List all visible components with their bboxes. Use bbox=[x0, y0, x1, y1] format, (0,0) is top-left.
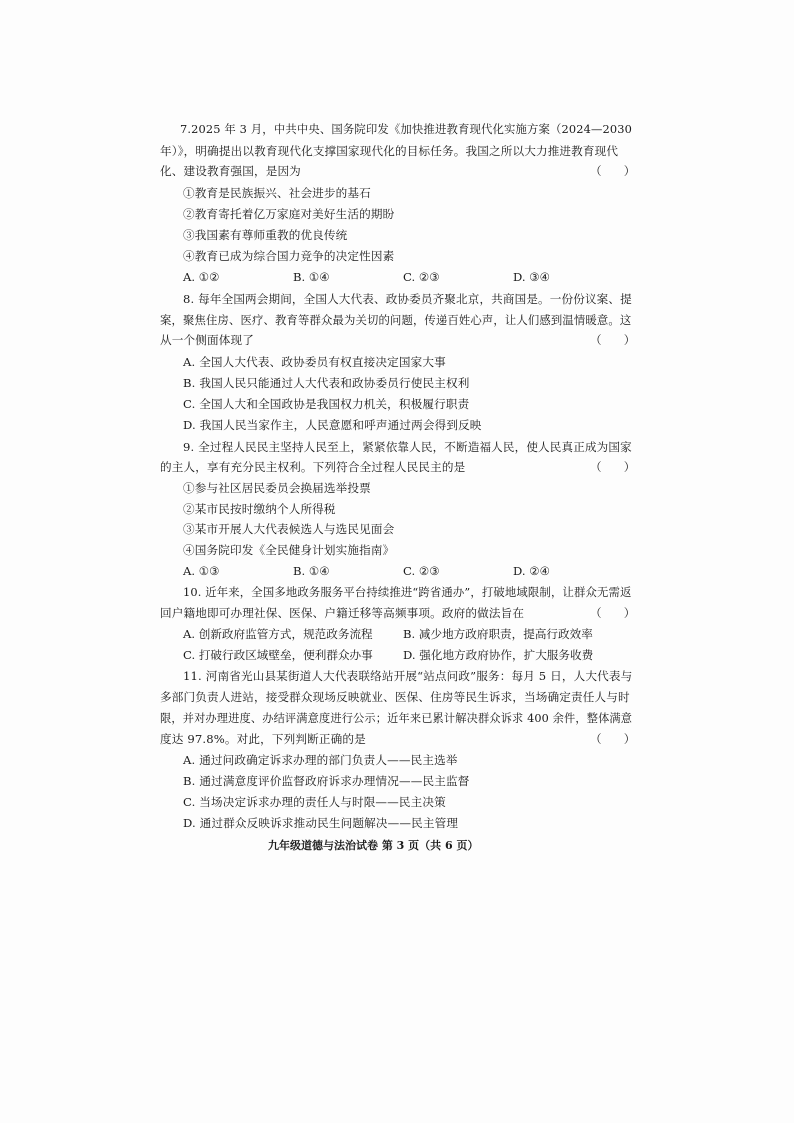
q7-answer-bracket: （ ） bbox=[590, 164, 636, 178]
q9-line-1: 9. 全过程人民民主坚持人民至上，紧紧依靠人民，不断造福人民，使人民真正成为国家 bbox=[183, 440, 632, 454]
q7-option-b: B. ①④ bbox=[293, 270, 330, 284]
q11-option-b: B. 通过满意度评价监督政府诉求办理情况——民主监督 bbox=[183, 774, 470, 788]
q10-line-1: 10. 近年来，全国多地政务服务平台持续推进“跨省通办”，打破地域限制，让群众无需返 bbox=[183, 585, 632, 599]
q9-statement-1: ①参与社区居民委员会换届选举投票 bbox=[183, 481, 371, 495]
q9-option-c: C. ②③ bbox=[403, 564, 440, 578]
q7-line-3: 化、建设教育强国，是因为 bbox=[160, 164, 301, 178]
q11-answer-bracket: （ ） bbox=[590, 732, 636, 746]
q11-option-d: D. 通过群众反映诉求推动民生问题解决——民主管理 bbox=[183, 816, 459, 830]
q7-statement-4: ④教育已成为综合国力竞争的决定性因素 bbox=[183, 249, 395, 263]
q7-statement-3: ③我国素有尊师重教的优良传统 bbox=[183, 228, 348, 242]
q11-option-a: A. 通过问政确定诉求办理的部门负责人——民主选举 bbox=[183, 753, 458, 767]
q9-option-d: D. ②④ bbox=[513, 564, 551, 578]
q10-answer-bracket: （ ） bbox=[590, 606, 636, 620]
q9-statement-2: ②某市民按时缴纳个人所得税 bbox=[183, 502, 336, 516]
q8-line-1: 8. 每年全国两会期间，全国人大代表、政协委员齐聚北京，共商国是。一份份议案、提 bbox=[183, 292, 632, 306]
q7-option-a: A. ①② bbox=[183, 270, 220, 284]
q7-statement-1: ①教育是民族振兴、社会进步的基石 bbox=[183, 186, 371, 200]
q9-option-a: A. ①③ bbox=[183, 564, 220, 578]
q8-line-2: 案，聚焦住房、医疗、教育等群众最为关切的问题，传递百姓心声，让人们感到温情暖意。这 bbox=[160, 313, 632, 327]
q10-option-a: A. 创新政府监管方式，规范政务流程 bbox=[183, 627, 373, 641]
q7-line-1: 7.2025 年 3 月，中共中央、国务院印发《加快推进教育现代化实施方案（2024—2030 bbox=[180, 122, 633, 136]
q8-option-a: A. 全国人大代表、政协委员有权直接决定国家大事 bbox=[183, 355, 446, 369]
q11-line-1: 11. 河南省光山县某街道人大代表联络站开展“站点问政”服务：每月 5 日，人大代表与 bbox=[183, 669, 633, 683]
q11-option-c: C. 当场决定诉求办理的责任人与时限——民主决策 bbox=[183, 795, 446, 809]
q9-answer-bracket: （ ） bbox=[590, 460, 636, 474]
q8-answer-bracket: （ ） bbox=[590, 333, 636, 347]
q9-line-2: 的主人，享有充分民主权利。下列符合全过程人民民主的是 bbox=[160, 460, 466, 474]
q7-option-c: C. ②③ bbox=[403, 270, 440, 284]
q8-option-d: D. 我国人民当家作主，人民意愿和呼声通过两会得到反映 bbox=[183, 418, 482, 432]
page-footer: 九年级道德与法治试卷 第 3 页（共 6 页） bbox=[268, 839, 479, 852]
q8-option-c: C. 全国人大和全国政协是我国权力机关，积极履行职责 bbox=[183, 397, 470, 411]
q10-option-d: D. 强化地方政府协作，扩大服务收费 bbox=[403, 648, 594, 662]
q8-line-3: 从一个侧面体现了 bbox=[160, 333, 254, 347]
q9-statement-3: ③某市开展人大代表候选人与选民见面会 bbox=[183, 522, 395, 536]
q11-line-4: 度达 97.8%。对此，下列判断正确的是 bbox=[160, 732, 366, 746]
q7-statement-2: ②教育寄托着亿万家庭对美好生活的期盼 bbox=[183, 207, 395, 221]
q10-line-2: 回户籍地即可办理社保、医保、户籍迁移等高频事项。政府的做法旨在 bbox=[160, 606, 525, 620]
q11-line-2: 多部门负责人进站，接受群众现场反映就业、医保、住房等民生诉求，当场确定责任人与时 bbox=[160, 690, 630, 704]
q8-option-b: B. 我国人民只能通过人大代表和政协委员行使民主权利 bbox=[183, 376, 470, 390]
q9-statement-4: ④国务院印发《全民健身计划实施指南》 bbox=[183, 543, 395, 557]
q10-option-b: B. 减少地方政府职责，提高行政效率 bbox=[403, 627, 593, 641]
q11-line-3: 限，并对办理进度、办结评满意度进行公示；近年来已累计解决群众诉求 400 余件，整体满意 bbox=[160, 711, 633, 725]
q9-option-b: B. ①④ bbox=[293, 564, 330, 578]
q10-option-c: C. 打破行政区域壁垒，便利群众办事 bbox=[183, 648, 373, 662]
q7-line-2: 年）》，明确提出以教育现代化支撑国家现代化的目标任务。我国之所以大力推进教育现代 bbox=[160, 144, 619, 158]
q7-option-d: D. ③④ bbox=[513, 270, 551, 284]
